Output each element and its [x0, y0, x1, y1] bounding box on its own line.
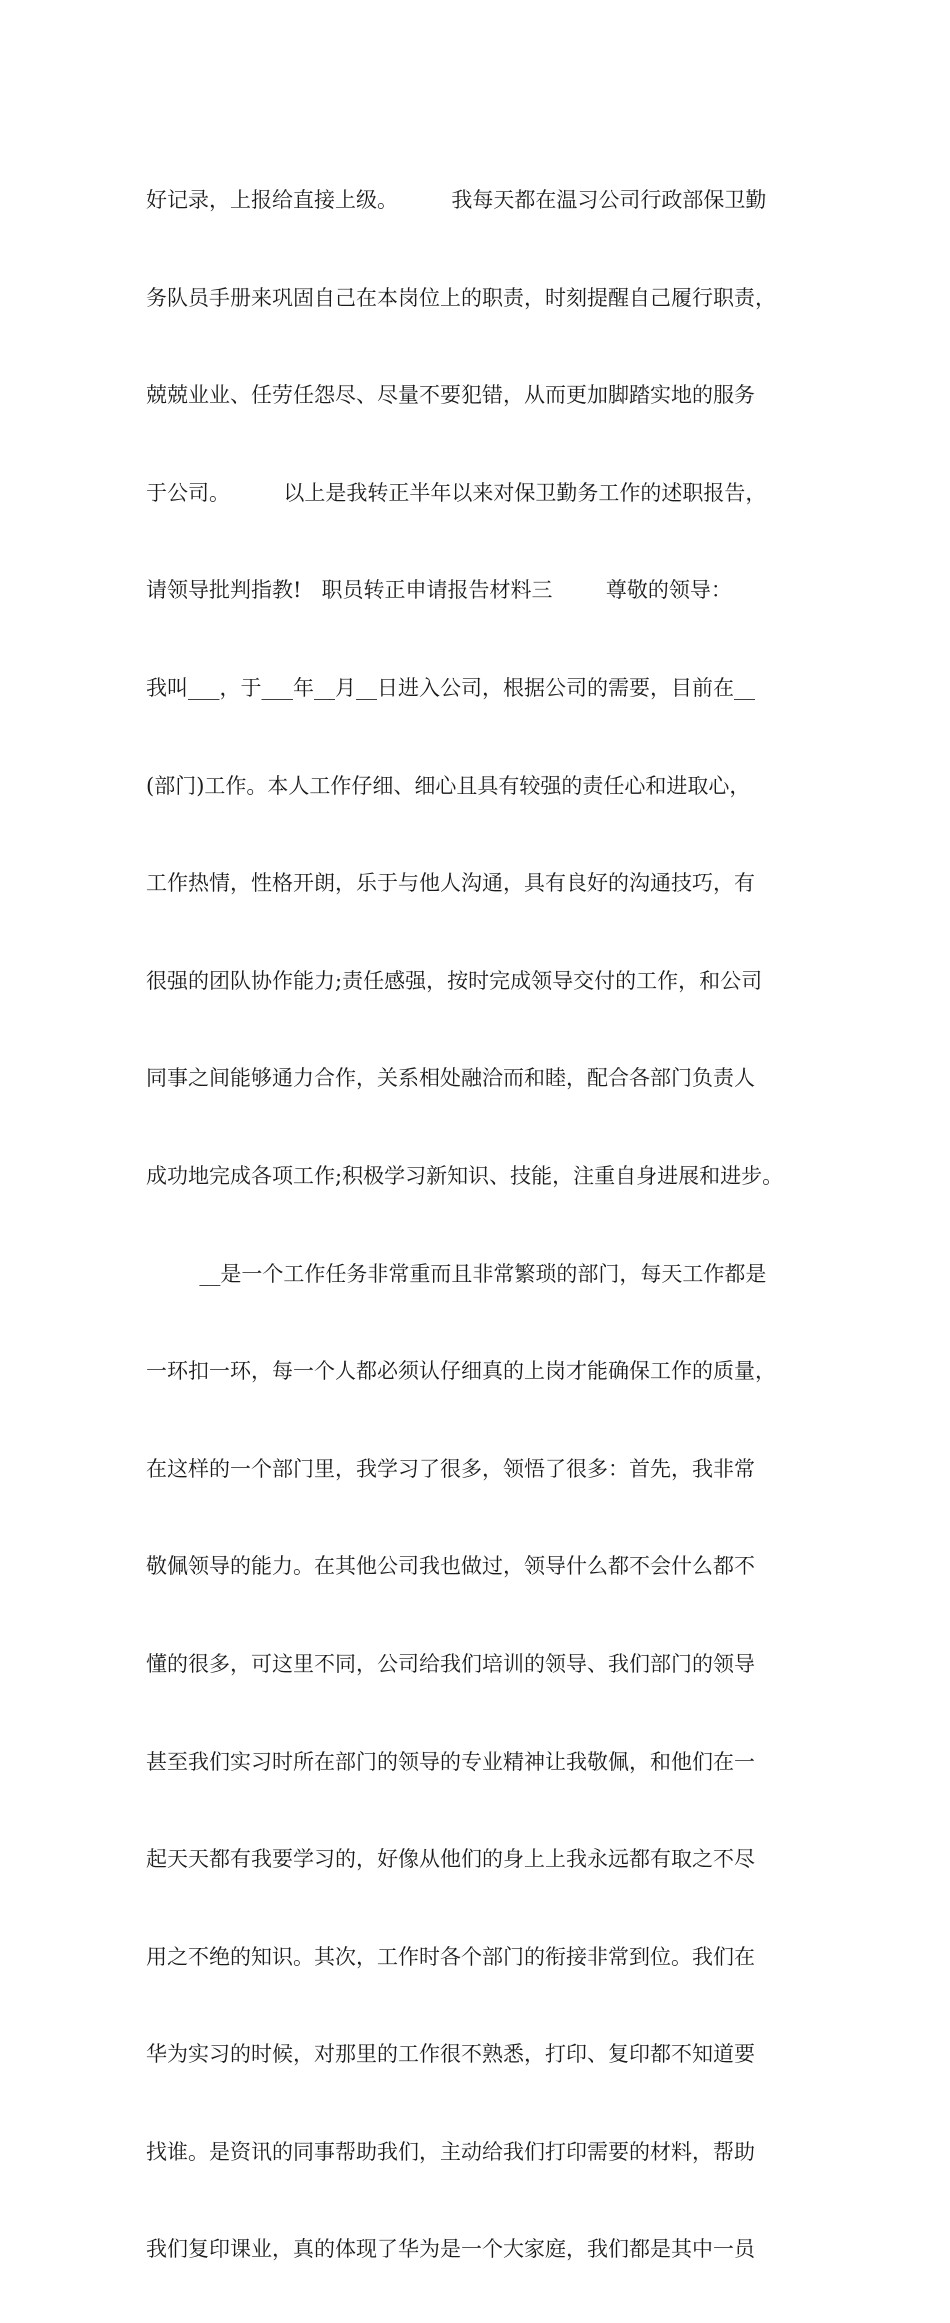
text-line: 懂的很多，可这里不同，公司给我们培训的领导、我们部门的领导: [146, 1651, 755, 1676]
text-line: 请领导批判指教! 职员转正申请报告材料三 尊敬的领导：: [146, 578, 732, 603]
text-line: 我们复印课业，真的体现了华为是一个大家庭，我们都是其中一员: [146, 2237, 755, 2262]
text-line: 务队员手册来巩固自己在本岗位上的职责，时刻提醒自己履行职责，: [146, 285, 776, 310]
text-line: 在这样的一个部门里，我学习了很多，领悟了很多：首先，我非常: [146, 1456, 755, 1481]
text-line: 很强的团队协作能力;责任感强，按时完成领导交付的工作，和公司: [146, 968, 763, 993]
text-line: 于公司。 以上是我转正半年以来对保卫勤务工作的述职报告，: [146, 480, 767, 505]
text-line: 好记录，上报给直接上级。 我每天都在温习公司行政部保卫勤: [146, 188, 767, 212]
text-line: 我叫___，于___年__月__日进入公司，根据公司的需要，目前在__: [146, 675, 755, 700]
text-line: 敬佩领导的能力。在其他公司我也做过，领导什么都不会什么都不: [146, 1554, 755, 1579]
text-line: 用之不绝的知识。其次，工作时各个部门的衔接非常到位。我们在: [146, 1944, 755, 1969]
text-line: 找谁。是资讯的同事帮助我们，主动给我们打印需要的材料，帮助: [146, 2139, 755, 2164]
body-text: [146, 128, 826, 2323]
text-line: __是一个工作任务非常重而且非常繁琐的部门，每天工作都是: [146, 1261, 767, 1286]
text-line: (部门)工作。本人工作仔细、细心且具有较强的责任心和进取心，: [146, 773, 751, 798]
text-line: 同事之间能够通力合作，关系相处融洽而和睦，配合各部门负责人: [146, 1066, 755, 1091]
text-line: 一环扣一环，每一个人都必须认仔细真的上岗才能确保工作的质量，: [146, 1359, 776, 1384]
text-line: 起天天都有我要学习的，好像从他们的身上上我永远都有取之不尽: [146, 1847, 755, 1872]
text-line: 工作热情，性格开朗，乐于与他人沟通，具有良好的沟通技巧，有: [146, 871, 755, 896]
text-line: 兢兢业业、任劳任怨尽、尽量不要犯错，从而更加脚踏实地的服务: [146, 383, 755, 408]
text-line: 甚至我们实习时所在部门的领导的专业精神让我敬佩，和他们在一: [146, 1749, 755, 1774]
text-line: 成功地完成各项工作;积极学习新知识、技能，注重自身进展和进步。: [146, 1163, 784, 1188]
text-line: 华为实习的时候，对那里的工作很不熟悉，打印、复印都不知道要: [146, 2042, 755, 2067]
